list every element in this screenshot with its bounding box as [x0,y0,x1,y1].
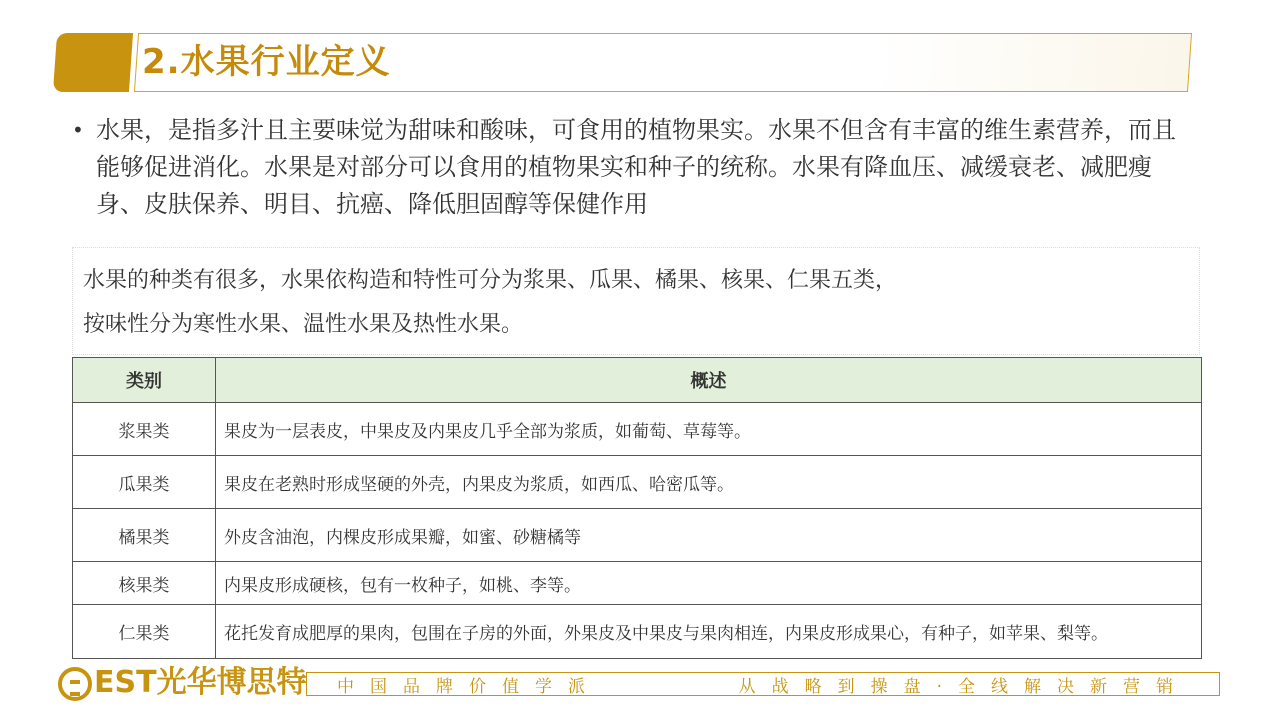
table-row [73,605,1202,659]
category-cell: 瓜果类 [73,456,216,509]
table-row [73,562,1202,605]
summary-cell: 内果皮形成硬核，包有一枚种子，如桃、李等。 [216,562,1202,605]
slogan-right: 从战略到操盘·全线解决新营销 [738,676,1189,697]
bullet-marker: • [72,118,84,142]
intro-paragraph [72,112,1197,223]
brand-logo [58,663,307,703]
table-header-row [73,358,1202,403]
page-title: 2.水果行业定义 [142,42,391,82]
title-accent-block [53,33,133,92]
fruit-category-table [72,357,1202,659]
table-row [73,403,1202,456]
brand-logo-text: EST光华博思特 [94,665,307,700]
summary-cell: 果皮在老熟时形成坚硬的外壳，内果皮为浆质，如西瓜、哈密瓜等。 [216,456,1202,509]
classification-note [72,247,1200,355]
summary-cell: 果皮为一层表皮，中果皮及内果皮几乎全部为浆质，如葡萄、草莓等。 [216,403,1202,456]
category-cell: 核果类 [73,562,216,605]
note-line-1: 水果的种类有很多，水果依构造和特性可分为浆果、瓜果、橘果、核果、仁果五类， [83,268,898,293]
header-summary: 概述 [216,358,1202,403]
category-cell: 浆果类 [73,403,216,456]
table-row [73,456,1202,509]
header-category: 类别 [73,358,216,403]
brand-mark-icon [58,667,92,701]
summary-cell: 花托发育成肥厚的果肉，包围在子房的外面，外果皮及中果皮与果肉相连，内果皮形成果心，有种子，如苹果、梨等。 [216,605,1202,659]
table-row [73,509,1202,562]
category-cell: 橘果类 [73,509,216,562]
footer-slogan-band [306,672,1220,696]
slogan-left: 中国品牌价值学派 [337,676,601,697]
note-line-2: 按味性分为寒性水果、温性水果及热性水果。 [83,312,524,337]
intro-text: 水果，是指多汁且主要味觉为甜味和酸味，可食用的植物果实。水果不但含有丰富的维生素营养，而且能够促进消化。水果是对部分可以食用的植物果实和种子的统称。水果有降血压、减缓衰老、减肥瘦身、皮肤保养、明目、抗癌、降低胆固醇等保健作用 [96,116,1176,218]
summary-cell: 外皮含油泡，内棵皮形成果瓣，如蜜、砂糖橘等 [216,509,1202,562]
category-cell: 仁果类 [73,605,216,659]
